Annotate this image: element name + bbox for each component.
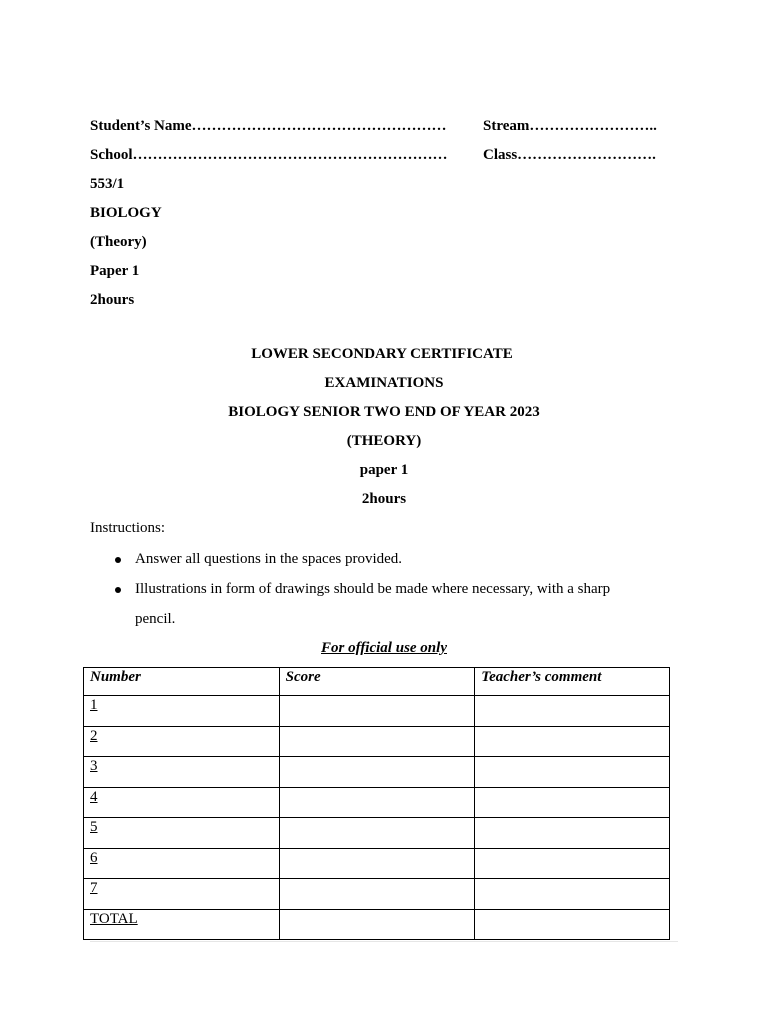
score-cell	[279, 818, 475, 849]
row-number: 5	[84, 818, 280, 849]
comment-cell	[475, 757, 670, 788]
table-row	[84, 848, 670, 879]
bullet-icon	[115, 587, 121, 593]
table-row-total	[84, 909, 670, 940]
instructions-heading: Instructions:	[90, 520, 165, 536]
score-cell	[279, 879, 475, 910]
official-use-caption: For official use only	[321, 640, 447, 656]
score-table	[83, 667, 670, 940]
score-cell	[279, 787, 475, 818]
comment-cell	[475, 787, 670, 818]
comment-cell	[475, 848, 670, 879]
comment-cell	[475, 726, 670, 757]
column-header-number: Number	[84, 668, 280, 696]
class-field: Class……………………….	[483, 147, 656, 163]
stream-field: Stream……………………..	[483, 118, 657, 134]
score-cell	[279, 696, 475, 727]
exam-title-line-5: paper 1	[359, 462, 409, 478]
exam-title-line-1: LOWER SECONDARY CERTIFICATE	[251, 346, 513, 362]
score-cell	[279, 726, 475, 757]
instruction-item: Illustrations in form of drawings should be made where necessary, with a sharp	[135, 581, 611, 597]
paper-code: 553/1	[90, 176, 125, 192]
table-row	[84, 696, 670, 727]
exam-title-line-4: (THEORY)	[346, 433, 422, 449]
table-row	[84, 757, 670, 788]
student-name-field: Student’s Name……………………………………………	[90, 118, 447, 134]
paper-type: (Theory)	[90, 234, 147, 250]
paper-number: Paper 1	[90, 263, 140, 279]
row-number: 3	[84, 757, 280, 788]
row-number: 6	[84, 848, 280, 879]
subject: BIOLOGY	[90, 205, 162, 221]
table-header-row	[84, 668, 670, 696]
page-divider	[90, 941, 678, 942]
comment-cell	[475, 696, 670, 727]
exam-title-line-3: BIOLOGY SENIOR TWO END OF YEAR 2023	[228, 404, 540, 420]
row-number: 4	[84, 787, 280, 818]
exam-title-line-6: 2hours	[361, 491, 407, 507]
comment-cell	[475, 818, 670, 849]
duration: 2hours	[90, 292, 135, 308]
column-header-teacher-comment: Teacher’s comment	[475, 668, 670, 696]
table-row	[84, 787, 670, 818]
score-cell	[279, 848, 475, 879]
row-total-label: TOTAL	[84, 909, 280, 940]
row-number: 2	[84, 726, 280, 757]
table-row	[84, 818, 670, 849]
comment-cell	[475, 879, 670, 910]
table-row	[84, 726, 670, 757]
row-number: 1	[84, 696, 280, 727]
comment-cell	[475, 909, 670, 940]
bullet-icon	[115, 557, 121, 563]
column-header-score: Score	[279, 668, 475, 696]
score-cell	[279, 757, 475, 788]
instruction-item: Answer all questions in the spaces provided.	[135, 551, 403, 567]
row-number: 7	[84, 879, 280, 910]
score-cell	[279, 909, 475, 940]
school-field: School………………………………………………………	[90, 147, 448, 163]
exam-title-line-2: EXAMINATIONS	[324, 375, 444, 391]
table-row	[84, 879, 670, 910]
instruction-item-continued: pencil.	[135, 611, 176, 627]
